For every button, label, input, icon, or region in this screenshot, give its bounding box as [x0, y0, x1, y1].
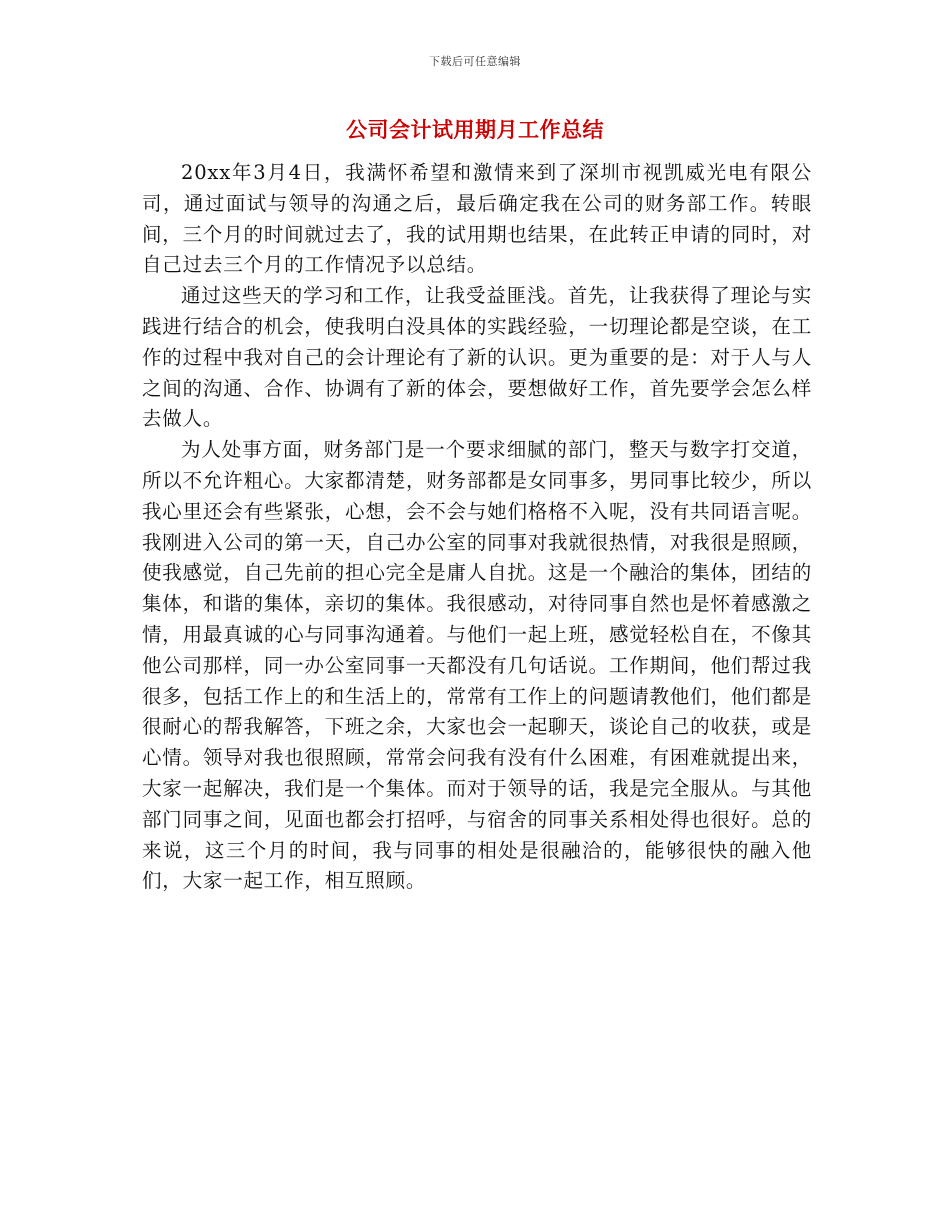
paragraph-interpersonal: 为人处事方面，财务部门是一个要求细腻的部门，整天与数字打交道，所以不允许粗心。大家都清楚，财务部都是女同事多，男同事比较少，所以我心里还会有些紧张，心想，会不会与她们格格不入呢，没有共同语言呢。我刚进入公司的第一天，自己办公室的同事对我就很热情，对我很是照顾，使我感觉，自己先前的担心完全是庸人自扰。这是一个融洽的集体，团结的集体，和谐的集体，亲切的集体。我很感动，对待同事自然也是怀着感激之情，用最真诚的心与同事沟通着。与他们一起上班，感觉轻松自在，不像其他公司那样，同一办公室同事一天都没有几句话说。工作期间，他们帮过我很多，包括工作上的和生活上的，常常有工作上的问题请教他们，他们都是很耐心的帮我解答，下班之余，大家也会一起聊天，谈论自己的收获，或是心情。领导对我也很照顾，常常会问我有没有什么困难，有困难就提出来，大家一起解决，我们是一个集体。而对于领导的话，我是完全服从。与其他部门同事之间，见面也都会打招呼，与宿舍的同事关系相处得也很好。总的来说，这三个月的时间，我与同事的相处是很融洽的，能够很快的融入他们，大家一起工作，相互照顾。: [142, 438, 812, 893]
header-note: 下载后可任意编辑: [429, 55, 521, 68]
document-title: 公司会计试用期月工作总结: [346, 118, 604, 142]
paragraph-intro: 20xx年3月4日，我满怀希望和激情来到了深圳市视凯威光电有限公司，通过面试与领导的沟通之后，最后确定我在公司的财务部工作。转眼间，三个月的时间就过去了，我的试用期也结果，在此转正申请的同时，对自己过去三个月的工作情况予以总结。: [142, 161, 812, 277]
paragraph-learning: 通过这些天的学习和工作，让我受益匪浅。首先，让我获得了理论与实践进行结合的机会，使我明白没具体的实践经验，一切理论都是空谈，在工作的过程中我对自己的会计理论有了新的认识。更为重要的是：对于人与人之间的沟通、合作、协调有了新的体会，要想做好工作，首先要学会怎么样去做人。: [142, 284, 812, 431]
document-body: [142, 158, 812, 897]
